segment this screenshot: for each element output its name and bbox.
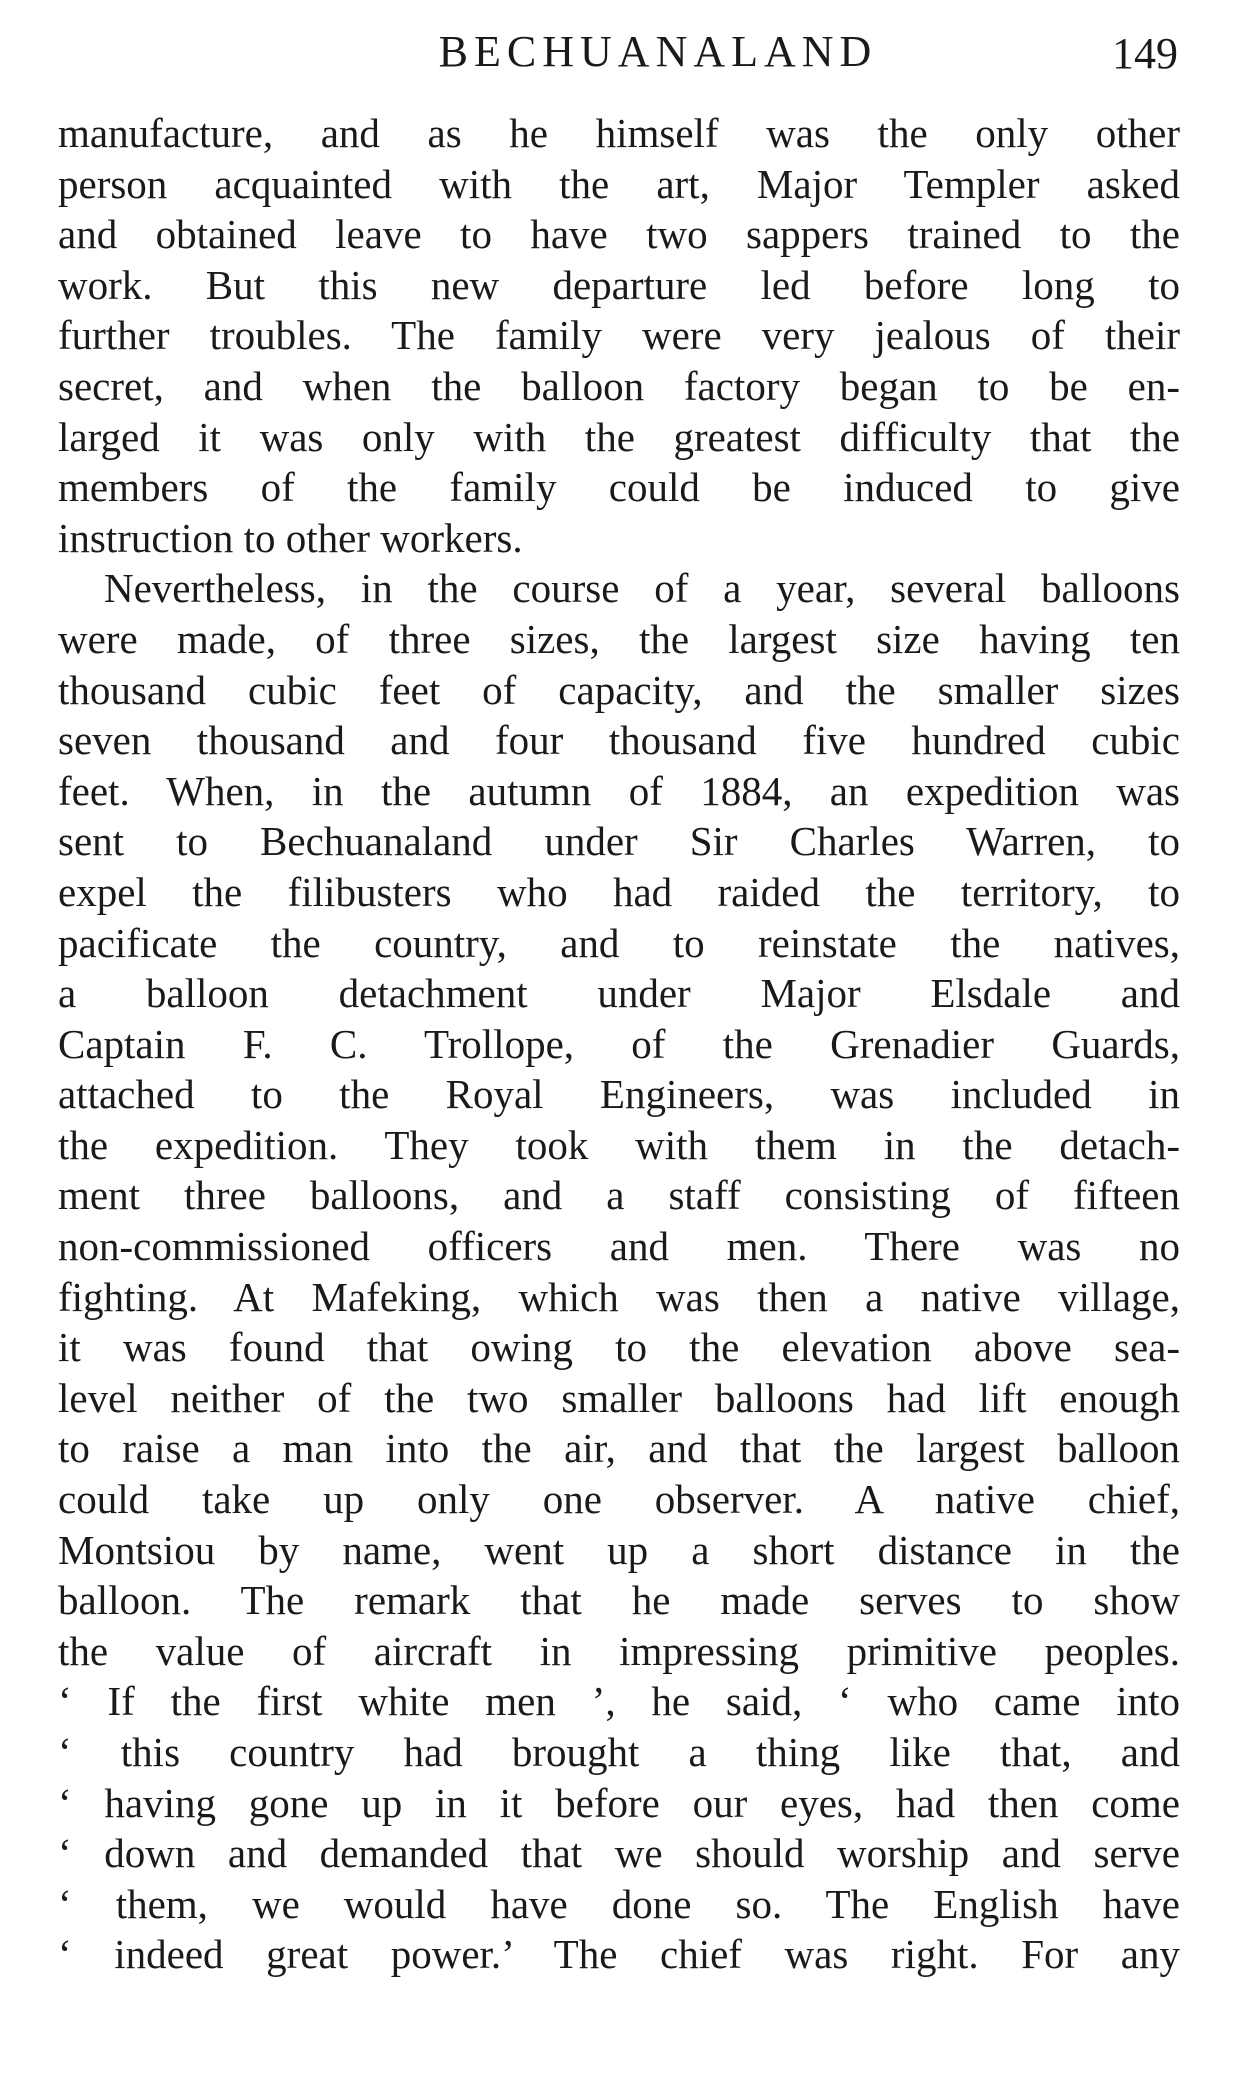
text-line: pacificate the country, and to reinstate the natives, <box>58 919 1180 966</box>
text-line: expel the filibusters who had raided the territory, to <box>58 868 1180 915</box>
quote-line: ‘ having gone up in it before our eyes, had then come <box>58 1779 1180 1826</box>
text-line: to raise a man into the air, and that the largest balloon <box>58 1425 1180 1472</box>
text-line: a balloon detachment under Major Elsdale and <box>58 970 1180 1017</box>
page-number: 149 <box>1112 29 1178 78</box>
text-line: could take up only one observer. A native chief, <box>58 1476 1180 1523</box>
paragraph-start-line: Nevertheless, in the course of a year, several balloons <box>104 565 1180 612</box>
text-line: person acquainted with the art, Major Templer asked <box>58 160 1180 207</box>
text-line: attached to the Royal Engineers, was included in <box>58 1071 1180 1118</box>
quote-line: ‘ down and demanded that we should worship and serve <box>58 1830 1180 1877</box>
quote-line: ‘ this country had brought a thing like that, and <box>58 1729 1180 1775</box>
quote-line: ‘ indeed great power.’ The chief was right. For any <box>58 1931 1180 1978</box>
text-line: the expedition. They took with them in the detach- <box>58 1121 1180 1168</box>
paragraph-end-line: instruction to other workers. <box>58 514 523 561</box>
text-line: balloon. The remark that he made serves to show <box>58 1577 1180 1624</box>
text-line: were made, of three sizes, the largest size having ten <box>58 615 1180 662</box>
text-line: sent to Bechuanaland under Sir Charles Warren, to <box>58 818 1180 865</box>
text-line: it was found that owing to the elevation above sea- <box>58 1324 1180 1371</box>
text-line: feet. When, in the autumn of 1884, an expedition was <box>58 767 1180 814</box>
text-line: seven thousand and four thousand five hundred cubic <box>58 717 1180 764</box>
text-line: level neither of the two smaller balloons had lift enough <box>58 1374 1180 1421</box>
text-line: manufacture, and as he himself was the only other <box>58 110 1180 156</box>
quote-line: ‘ If the first white men ’, he said, ‘ who came into <box>58 1678 1180 1725</box>
running-head <box>58 22 1178 82</box>
text-line: thousand cubic feet of capacity, and the smaller sizes <box>58 666 1180 713</box>
text-line: work. But this new departure led before long to <box>58 261 1180 308</box>
text-line: larged it was only with the greatest difficulty that the <box>58 413 1180 460</box>
text-line: ment three balloons, and a staff consisting of fifteen <box>58 1172 1180 1219</box>
chapter-title: BECHUANALAND <box>438 27 878 76</box>
body-text <box>58 108 1180 1980</box>
text-line: members of the family could be induced to give <box>58 464 1180 511</box>
text-line: the value of aircraft in impressing primitive peoples. <box>58 1627 1180 1674</box>
text-line: fighting. At Mafeking, which was then a native village, <box>58 1273 1180 1320</box>
quote-line: ‘ them, we would have done so. The English have <box>58 1880 1180 1927</box>
text-line: non-commissioned officers and men. There was no <box>58 1223 1180 1270</box>
text-line: and obtained leave to have two sappers trained to the <box>58 211 1180 258</box>
text-line: secret, and when the balloon factory began to be en- <box>58 362 1180 409</box>
text-line: further troubles. The family were very jealous of their <box>58 312 1180 359</box>
text-line: Captain F. C. Trollope, of the Grenadier Guards, <box>58 1020 1180 1067</box>
text-line: Montsiou by name, went up a short distance in the <box>58 1526 1180 1573</box>
